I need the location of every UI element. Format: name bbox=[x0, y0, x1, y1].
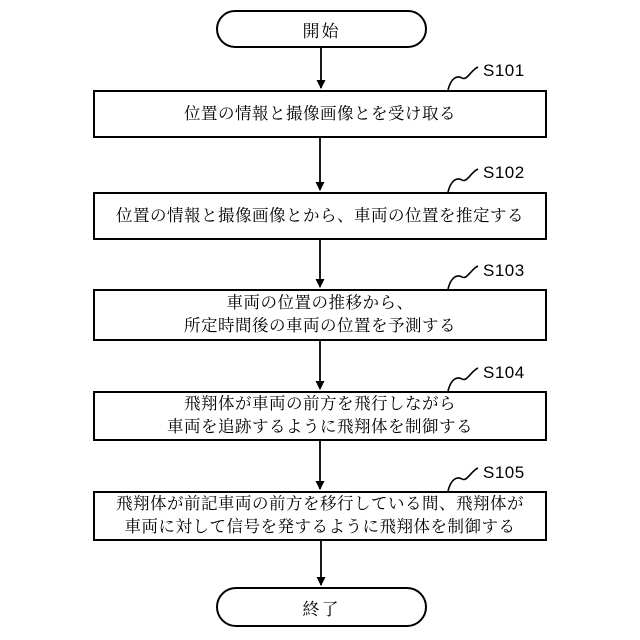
leader-s104 bbox=[448, 368, 478, 391]
end-terminal-label: 終了 bbox=[302, 599, 341, 619]
end-terminal bbox=[216, 587, 427, 627]
step-text-s101: 位置の情報と撮像画像とを受け取る bbox=[184, 104, 456, 123]
start-terminal-label: 開始 bbox=[302, 21, 341, 41]
step-box-s101 bbox=[93, 90, 547, 138]
leader-s105 bbox=[448, 468, 478, 491]
step-box-s102 bbox=[93, 192, 547, 240]
step-text-s104: 飛翔体が車両の前方を飛行しながら 車両を追跡するように飛翔体を制御する bbox=[167, 395, 473, 436]
leader-s103 bbox=[448, 266, 478, 289]
step-text-s103: 車両の位置の推移から、 所定時間後の車両の位置を予測する bbox=[184, 294, 456, 335]
leader-s101 bbox=[448, 67, 478, 90]
leader-s102 bbox=[448, 169, 478, 192]
step-label-s104: S104 bbox=[483, 363, 525, 382]
step-label-s101: S101 bbox=[483, 61, 525, 80]
step-text-s105: 飛翔体が前記車両の前方を移行している間、飛翔体が 車両に対して信号を発するように飛翔体を制御する bbox=[116, 495, 524, 536]
start-terminal bbox=[216, 10, 427, 48]
step-box-s103 bbox=[93, 289, 547, 341]
step-box-s105 bbox=[93, 491, 547, 541]
step-label-s103: S103 bbox=[483, 261, 525, 280]
step-box-s104 bbox=[93, 391, 547, 441]
step-text-s102: 位置の情報と撮像画像とから、車両の位置を推定する bbox=[116, 206, 524, 225]
step-label-s105: S105 bbox=[483, 463, 525, 482]
step-label-s102: S102 bbox=[483, 163, 525, 182]
